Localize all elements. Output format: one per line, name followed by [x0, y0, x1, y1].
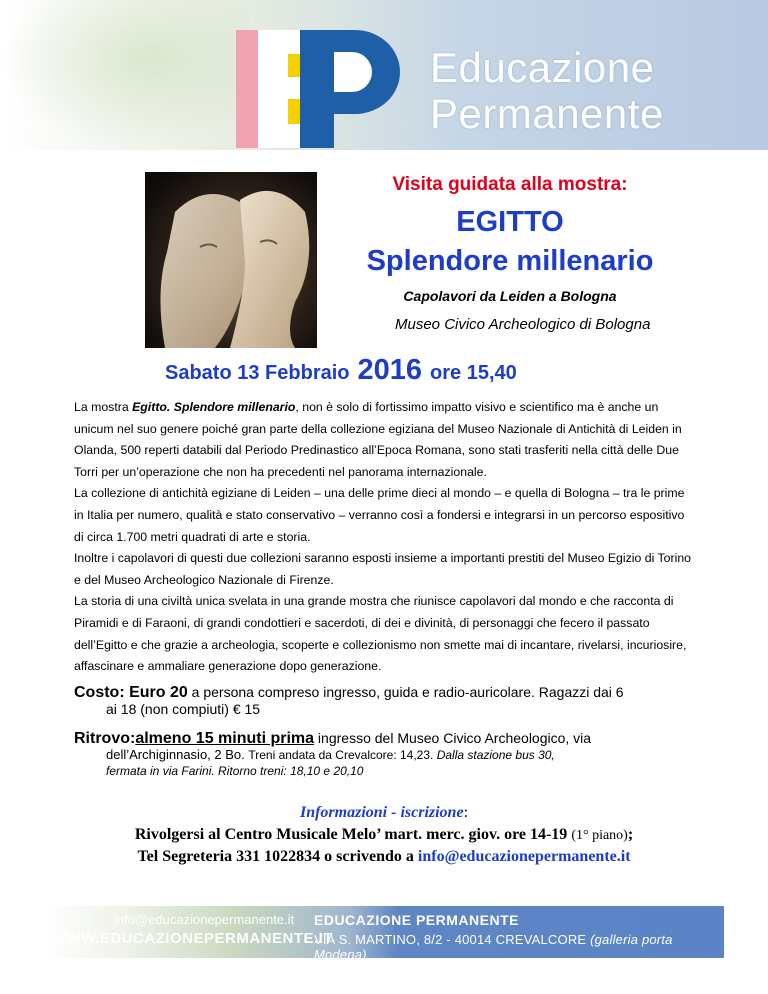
description-text: La mostra — [74, 400, 133, 414]
description — [74, 397, 694, 678]
meeting-section — [74, 730, 694, 779]
description-paragraph — [74, 397, 694, 483]
footer-org-name: EDUCAZIONE PERMANENTE — [314, 912, 519, 928]
event-date — [165, 354, 517, 387]
info-phone-text: Tel Segreteria 331 1022834 o scrivendo a — [137, 848, 418, 865]
info-contact-phone — [0, 848, 768, 866]
footer-address-note: (galleria porta Modena) — [314, 932, 673, 962]
cost-reduced: ai 18 (non compiuti) € 15 — [106, 701, 261, 717]
info-place-text: Rivolgersi al Centro Musicale Melo’ mart. merc. giov. ore 14-19 — [134, 826, 572, 843]
footer-email[interactable]: info@educazionepermanente.it — [114, 912, 295, 927]
egyptian-statue-photo — [145, 172, 317, 348]
return-trains: fermata in via Farini. Ritorno treni: 18,10 e 20,10 — [106, 764, 364, 778]
leaf-background — [0, 0, 250, 150]
description-paragraph: La storia di una civiltà unica svelata in una grande mostra che riunisce capolavori dal mondo e che racconta di Piramidi e di Faraoni, di grandi condottieri e sacerdoti, di dei e divinità, di personaggi che fecero il passato dell’Egitto e che grazie a archeologia, scoperte e collezionismo non smette mai di incantare, rivelarsi, incuriosire, affascinare e ammaliare generazione dopo generazione. — [74, 594, 687, 674]
cost-text: a persona compreso ingresso, guida e radio-auricolare. Ragazzi dai 6 — [187, 684, 624, 700]
brand-title-line2: Permanente — [430, 90, 664, 137]
event-year: 2016 — [357, 354, 423, 386]
description-paragraph: Inoltre i capolavori di questi due collezioni saranno esposti insieme a importanti prestiti del Museo Egizio di Torino e del Museo Archeologico Nazionale di Firenze. — [74, 551, 691, 587]
info-semicolon: ; — [627, 826, 634, 843]
info-floor: (1° piano) — [571, 828, 628, 843]
exhibition-name-inline: Egitto. Splendore millenario — [132, 400, 296, 414]
info-heading-colon: : — [463, 804, 469, 821]
description-paragraph: La collezione di antichità egiziane di Leiden – una delle prime dieci al mondo – e quella di Bologna – tra le prime in Italia per numero, qualità e stato conservativo – verranno così a fondersi e integrarsi in un percorso espositivo di circa 1.700 metri quadrati di arte e storia. — [74, 486, 685, 544]
info-contact-place — [0, 826, 768, 844]
info-email-link[interactable]: info@educazionepermanente.it — [417, 848, 631, 865]
footer-address-street: VIA S. MARTINO, 8/2 - 40014 CREVALCORE — [314, 932, 591, 947]
info-heading — [0, 804, 768, 822]
info-heading-text: Informazioni - iscrizione — [299, 804, 464, 821]
description-text: , non è solo di fortissimo impatto visivo e scientifico ma è anche un unicum nel suo genere poiché gran parte della collezione egiziana del Museo Nazionale di Antichità di Leiden in Olanda, 500 reperti databili dal Periodo Predinastico all’Epoca Romana, sono stati trasferiti nella città delle Due Torri per un’operazione che non ha precedenti nel panorama internazionale. — [74, 400, 682, 479]
meeting-address: dell’Archiginnasio, 2 Bo. — [106, 747, 249, 762]
cost-label: Costo: Euro 20 — [74, 684, 188, 701]
train-outbound: Treni andata da Crevalcore: 14,23. — [248, 748, 434, 762]
meeting-place: ingresso del Museo Civico Archeologico, via — [314, 730, 592, 746]
ep-logo-p-icon — [300, 30, 400, 148]
footer-address — [314, 932, 724, 962]
header-banner — [0, 0, 768, 150]
brand-title-line1: Educazione — [430, 44, 655, 91]
exhibition-title: EGITTO — [456, 206, 564, 238]
event-day: Sabato 13 Febbraio — [165, 362, 350, 384]
exhibition-tagline: Capolavori da Leiden a Bologna — [403, 288, 617, 304]
meeting-time-note: almeno 15 minuti prima — [135, 730, 315, 747]
footer-website[interactable]: WWW.EDUCAZIONEPERMANENTE.IT — [52, 930, 333, 947]
guided-visit-label: Visita guidata alla mostra: — [392, 174, 628, 195]
event-time: ore 15,40 — [430, 362, 517, 384]
meeting-label: Ritrovo: — [74, 730, 136, 747]
venue: Museo Civico Archeologico di Bologna — [395, 316, 651, 333]
exhibition-subtitle: Splendore millenario — [366, 245, 654, 277]
bus-info: Dalla stazione bus 30, — [433, 748, 555, 762]
cost-section — [74, 684, 694, 718]
footer-banner — [44, 906, 724, 962]
